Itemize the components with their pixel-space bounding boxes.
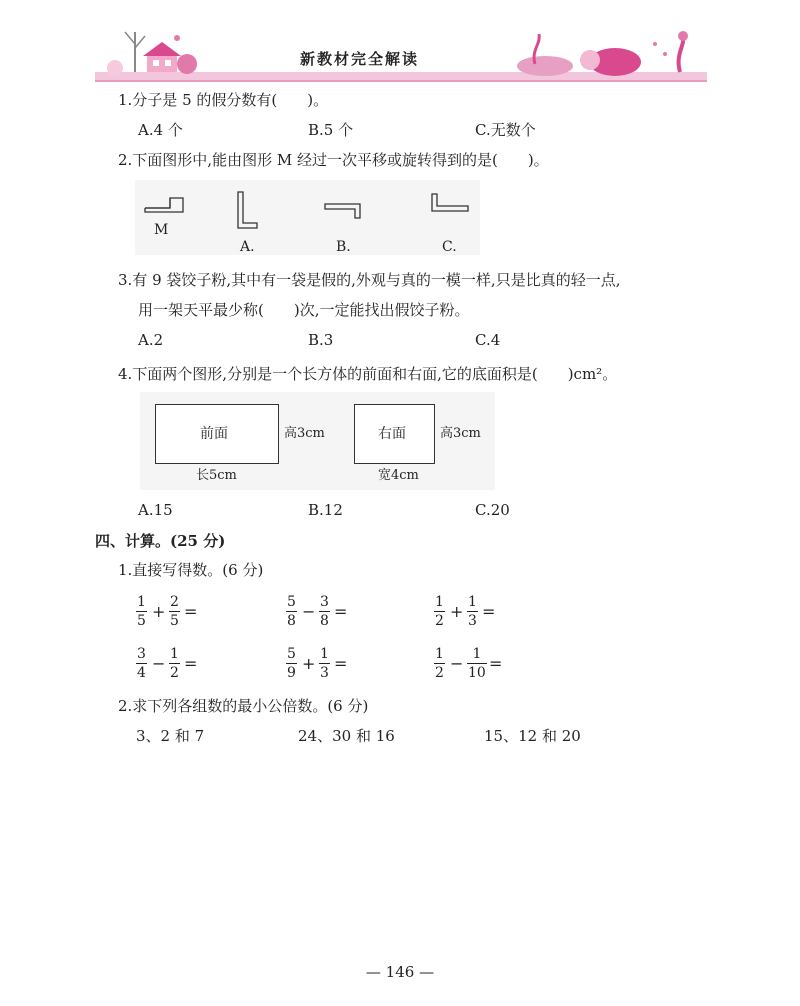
calc-expression — [136, 646, 246, 686]
right-width-label: 宽4cm — [378, 468, 419, 483]
equals: = — [334, 602, 348, 621]
calc-expression — [136, 594, 246, 634]
q3-option-b: B.3 — [308, 331, 334, 349]
q1-option-b: B.5 个 — [308, 121, 354, 139]
fraction: 1 3 — [468, 594, 477, 629]
right-height-label: 高3cm — [440, 426, 481, 441]
equals: = — [482, 602, 496, 621]
lcm-group-2: 24、30 和 16 — [298, 727, 395, 745]
q2-stem: 2.下面图形中,能由图形 M 经过一次平移或旋转得到的是( )。 — [118, 151, 549, 169]
q3-stem-line2: 用一架天平最少称( )次,一定能找出假饺子粉。 — [138, 301, 470, 319]
front-height-label: 高3cm — [284, 426, 325, 441]
operator: − — [152, 654, 166, 673]
operator: − — [450, 654, 464, 673]
q1-option-a: A.4 个 — [138, 121, 183, 139]
fraction: 5 9 — [287, 646, 296, 681]
section4-title: 四、计算。(25 分) — [95, 532, 226, 550]
q3-option-a: A.2 — [138, 331, 164, 349]
fraction: 3 8 — [320, 594, 329, 629]
q4-option-a: A.15 — [138, 501, 173, 519]
calc-expression — [286, 594, 396, 634]
operator: + — [302, 654, 316, 673]
equals: = — [184, 654, 198, 673]
equals: = — [489, 654, 503, 673]
fraction: 1 2 — [170, 646, 179, 681]
lcm-group-1: 3、2 和 7 — [136, 727, 205, 745]
page-number: — 146 — — [365, 963, 435, 981]
fraction: 1 10 — [468, 646, 486, 681]
calc2-title: 2.求下列各组数的最小公倍数。(6 分) — [118, 697, 369, 715]
operator: − — [302, 602, 316, 621]
q4-stem: 4.下面两个图形,分别是一个长方体的前面和右面,它的底面积是( )cm²。 — [118, 365, 618, 383]
lcm-group-3: 15、12 和 20 — [484, 727, 581, 745]
front-face-label: 前面 — [200, 426, 228, 442]
q4-option-c: C.20 — [475, 501, 510, 519]
q3-stem-line1: 3.有 9 袋饺子粉,其中有一袋是假的,外观与真的一模一样,只是比真的轻一点, — [118, 271, 621, 289]
calc-expression — [434, 646, 544, 686]
fraction: 2 5 — [170, 594, 179, 629]
q2-figures — [135, 180, 480, 255]
q2-label-m: M — [154, 222, 169, 238]
fraction: 1 2 — [435, 646, 444, 681]
fraction: 1 5 — [137, 594, 146, 629]
equals: = — [334, 654, 348, 673]
q1-stem: 1.分子是 5 的假分数有( )。 — [118, 91, 329, 109]
q2-label-c: C. — [442, 239, 457, 255]
fraction: 5 8 — [287, 594, 296, 629]
calc-expression — [286, 646, 396, 686]
equals: = — [184, 602, 198, 621]
q2-label-a: A. — [240, 239, 255, 255]
operator: + — [450, 602, 464, 621]
header-title: 新教材完全解读 — [300, 50, 420, 68]
right-face-label: 右面 — [378, 426, 406, 442]
calc-expression — [434, 594, 544, 634]
operator: + — [152, 602, 166, 621]
calc1-title: 1.直接写得数。(6 分) — [118, 561, 264, 579]
q1-option-c: C.无数个 — [475, 121, 536, 139]
fraction: 1 3 — [320, 646, 329, 681]
fraction: 3 4 — [137, 646, 146, 681]
q3-option-c: C.4 — [475, 331, 501, 349]
fraction: 1 2 — [435, 594, 444, 629]
q2-label-b: B. — [336, 239, 351, 255]
front-length-label: 长5cm — [196, 468, 237, 483]
q4-option-b: B.12 — [308, 501, 343, 519]
